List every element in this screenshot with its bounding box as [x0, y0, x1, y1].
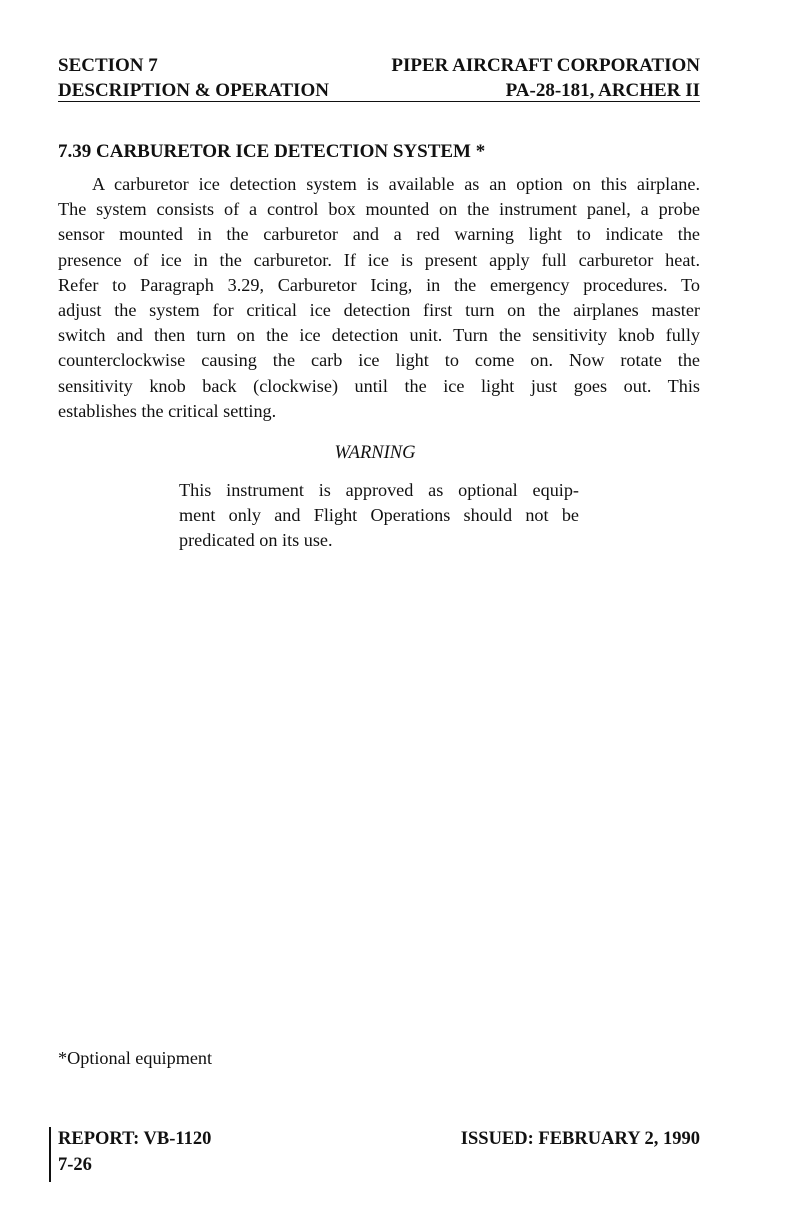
body-line: counterclockwise causing the carb ice light to come on. Now rotate the [58, 350, 700, 371]
footer-page-number: 7-26 [58, 1155, 92, 1175]
running-header-line-2 [58, 79, 700, 103]
footnote: *Optional equipment [58, 1048, 213, 1068]
body-line: establishes the critical setting. [58, 400, 277, 421]
body-paragraph [58, 172, 700, 424]
body-line: adjust the system for critical ice detection first turn on the airplanes master [58, 299, 700, 320]
header-model: PA-28-181, ARCHER II [505, 80, 700, 101]
body-line: switch and then turn on the ice detection unit. Turn the sensitivity knob fully [58, 325, 700, 346]
header-section: SECTION 7 [58, 55, 158, 76]
body-line: sensor mounted in the carburetor and a red warning light to indicate the [58, 224, 700, 245]
warning-text [179, 478, 579, 554]
body-line: A carburetor ice detection system is available as an option on this airplane. [92, 174, 700, 194]
header-company: PIPER AIRCRAFT CORPORATION [391, 55, 700, 76]
footer-issued-date: ISSUED: FEBRUARY 2, 1990 [460, 1129, 700, 1149]
running-header-line-1 [58, 54, 700, 78]
header-subsection: DESCRIPTION & OPERATION [58, 80, 329, 101]
warning-line: This instrument is approved as optional equip- [179, 480, 579, 500]
warning-line: ment only and Flight Operations should not be [179, 505, 579, 526]
header-rule [58, 101, 700, 102]
body-line: sensitivity knob back (clockwise) until the ice light just goes out. This [58, 375, 700, 396]
section-title: 7.39 CARBURETOR ICE DETECTION SYSTEM * [58, 141, 486, 162]
warning-title: WARNING [334, 443, 416, 463]
warning-line: predicated on its use. [179, 530, 333, 551]
body-line: The system consists of a control box mounted on the instrument panel, a probe [58, 199, 700, 220]
footer-report: REPORT: VB-1120 [58, 1129, 212, 1149]
footer-change-bar [49, 1127, 51, 1182]
body-line: Refer to Paragraph 3.29, Carburetor Icing, in the emergency procedures. To [58, 274, 700, 295]
body-line: presence of ice in the carburetor. If ice is present apply full carburetor heat. [58, 249, 700, 270]
